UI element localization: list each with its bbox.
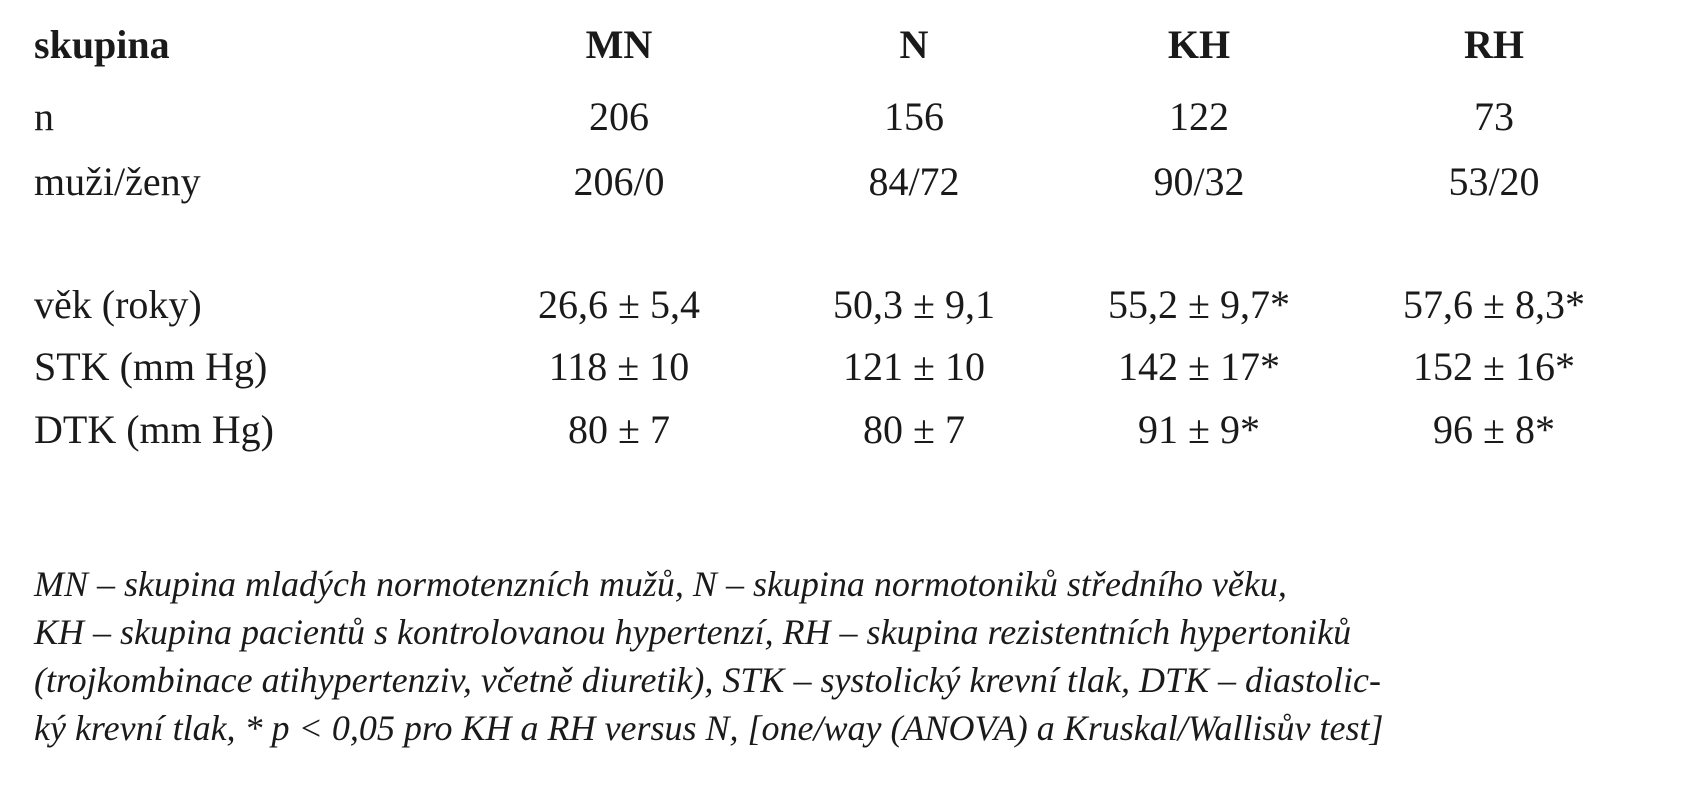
cell-n: 80 ± 7 <box>863 407 965 452</box>
cell-mn: 206 <box>589 94 649 139</box>
table-row-stk <box>34 342 1674 392</box>
row-label: muži/ženy <box>34 159 201 204</box>
footnote-line: MN – skupina mladých normotenzních mužů, N – skupina normotoniků středního věku, <box>34 564 1287 604</box>
cell-mn: 80 ± 7 <box>568 407 670 452</box>
row-label: n <box>34 94 54 139</box>
header-kh: KH <box>1167 22 1231 67</box>
footnote-line: (trojkombinace atihypertenziv, včetně diuretik), STK – systolický krevní tlak, DTK – diastolic- <box>34 660 1381 700</box>
cell-mn: 206/0 <box>573 159 665 204</box>
table-header-row <box>34 20 1674 70</box>
row-label: STK (mm Hg) <box>34 344 268 389</box>
table-row-n <box>34 92 1674 142</box>
cell-rh: 152 ± 16* <box>1413 344 1575 389</box>
cell-mn: 26,6 ± 5,4 <box>538 282 700 327</box>
header-n: N <box>899 22 929 67</box>
cell-kh: 122 <box>1169 94 1229 139</box>
cell-rh: 73 <box>1474 94 1514 139</box>
row-label: věk (roky) <box>34 282 202 327</box>
table-row-sex <box>34 157 1674 207</box>
cell-mn: 118 ± 10 <box>548 344 690 389</box>
cell-kh: 142 ± 17* <box>1118 344 1280 389</box>
header-mn: MN <box>585 22 653 67</box>
header-rh: RH <box>1464 22 1524 67</box>
cell-kh: 90/32 <box>1153 159 1245 204</box>
table-row-dtk <box>34 405 1674 455</box>
header-group-label: skupina <box>34 22 170 67</box>
cell-n: 121 ± 10 <box>843 344 985 389</box>
cell-rh: 53/20 <box>1448 159 1540 204</box>
cell-kh: 55,2 ± 9,7* <box>1108 282 1290 327</box>
table-footnote <box>34 560 1654 752</box>
table-row-age <box>34 280 1674 330</box>
cell-rh: 96 ± 8* <box>1433 407 1555 452</box>
cell-n: 84/72 <box>868 159 960 204</box>
footnote-line: KH – skupina pacientů s kontrolovanou hypertenzí, RH – skupina rezistentních hypertoniků <box>34 612 1352 652</box>
row-label: DTK (mm Hg) <box>34 407 274 452</box>
cell-n: 156 <box>884 94 944 139</box>
cell-rh: 57,6 ± 8,3* <box>1403 282 1585 327</box>
cell-n: 50,3 ± 9,1 <box>833 282 995 327</box>
footnote-line: ký krevní tlak, * p < 0,05 pro KH a RH versus N, [one/way (ANOVA) a Kruskal/Wallisův test] <box>34 708 1384 748</box>
cell-kh: 91 ± 9* <box>1138 407 1260 452</box>
